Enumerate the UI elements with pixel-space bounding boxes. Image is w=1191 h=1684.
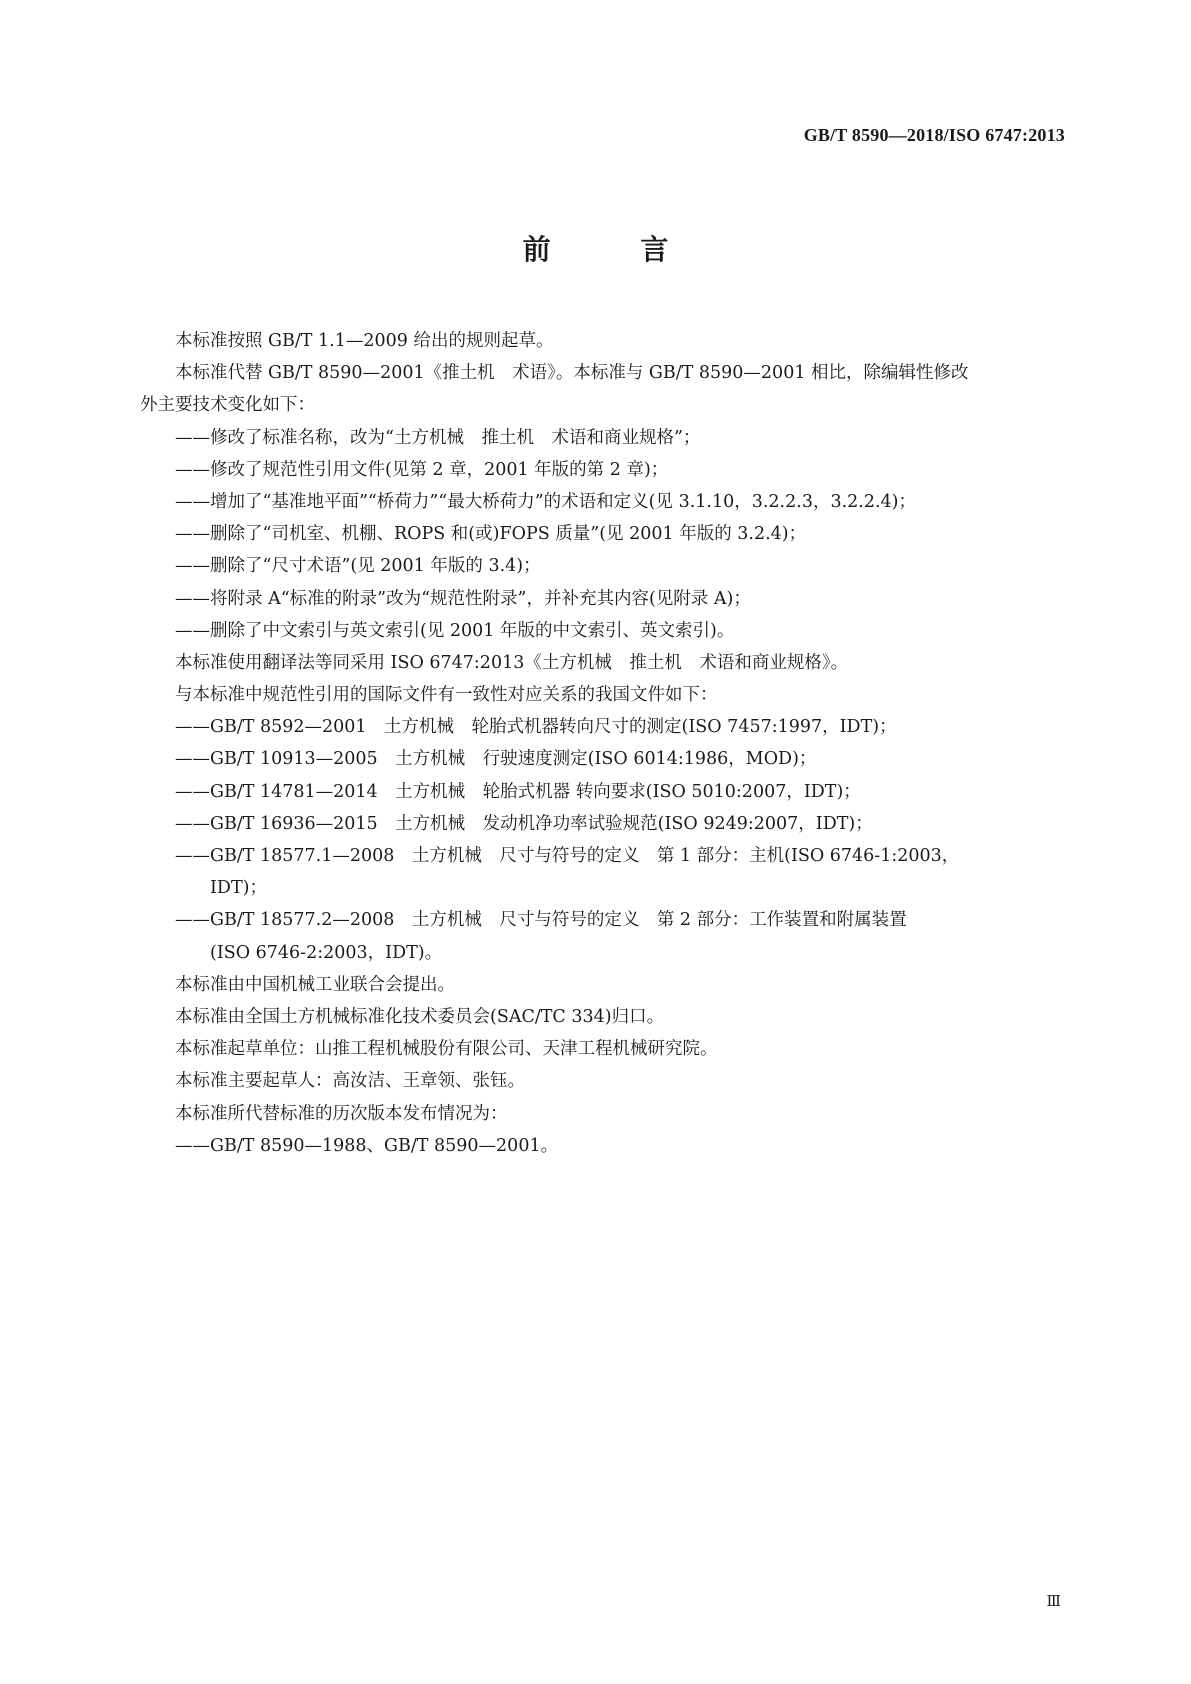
list-item: ——GB/T 18577.2—2008 土方机械 尺寸与符号的定义 第 2 部分：工作装置和附属装置 xyxy=(175,910,907,931)
paragraph-line: 本标准代替 GB/T 8590—2001《推土机 术语》。本标准与 GB/T 8590—2001 相比，除编辑性修改 xyxy=(175,363,969,384)
list-item: ——GB/T 14781—2014 土方机械 轮胎式机器 转向要求(ISO 5010:2007，IDT)； xyxy=(175,781,861,802)
document-number-header: GB/T 8590—2018/ISO 6747:2013 xyxy=(803,125,1065,145)
list-item: ——GB/T 10913—2005 土方机械 行驶速度测定(ISO 6014:1986，MOD)； xyxy=(175,749,817,770)
list-item: ——GB/T 16936—2015 土方机械 发动机净功率试验规范(ISO 9249:2007，IDT)； xyxy=(175,813,873,834)
list-item: ——修改了规范性引用文件(见第 2 章，2001 年版的第 2 章)； xyxy=(175,459,669,480)
list-item: ——增加了“基准地平面”“桥荷力”“最大桥荷力”的术语和定义(见 3.1.10，3.2.2.3，3.2.2.4)； xyxy=(175,491,917,512)
page-number: Ⅲ xyxy=(1046,1592,1061,1610)
list-item: ——GB/T 8592—2001 土方机械 轮胎式机器转向尺寸的测定(ISO 7457:1997，IDT)； xyxy=(175,717,897,738)
list-item: ——GB/T 18577.1—2008 土方机械 尺寸与符号的定义 第 1 部分：主机(ISO 6746-1:2003， xyxy=(175,846,960,866)
list-item-continuation: IDT)； xyxy=(210,878,267,899)
list-item: ——删除了中文索引与英文索引(见 2001 年版的中文索引、英文索引)。 xyxy=(175,620,735,641)
paragraph-line: 本标准起草单位：山推工程机械股份有限公司、天津工程机械研究院。 xyxy=(175,1039,718,1060)
paragraph-line: 本标准所代替标准的历次版本发布情况为： xyxy=(175,1103,508,1124)
page-title: 前 言 xyxy=(522,233,709,266)
list-item: ——GB/T 8590—1988、GB/T 8590—2001。 xyxy=(175,1135,559,1156)
list-item: ——删除了“司机室、机棚、ROPS 和(或)FOPS 质量”(见 2001 年版的 3.2.4)； xyxy=(175,524,807,545)
list-item: ——删除了“尺寸术语”(见 2001 年版的 3.4)； xyxy=(175,556,541,577)
paragraph-line: 与本标准中规范性引用的国际文件有一致性对应关系的我国文件如下： xyxy=(175,685,718,706)
paragraph-line: 本标准使用翻译法等同采用 ISO 6747:2013《土方机械 推土机 术语和商业规格》。 xyxy=(175,652,849,673)
paragraph-line: 外主要技术变化如下： xyxy=(140,395,315,416)
list-item: ——将附录 A“标准的附录”改为“规范性附录”，并补充其内容(见附录 A)； xyxy=(175,588,751,609)
paragraph-line: 本标准按照 GB/T 1.1—2009 给出的规则起草。 xyxy=(175,331,554,351)
paragraph-line: 本标准由全国土方机械标准化技术委员会(SAC/TC 334)归口。 xyxy=(175,1006,665,1027)
foreword-body xyxy=(140,325,1055,1162)
list-item-continuation: (ISO 6746-2:2003，IDT)。 xyxy=(210,942,443,963)
list-item: ——修改了标准名称，改为“土方机械 推土机 术语和商业规格”； xyxy=(175,427,701,448)
paragraph-line: 本标准主要起草人：高汝洁、王章领、张钰。 xyxy=(175,1071,525,1092)
paragraph-line: 本标准由中国机械工业联合会提出。 xyxy=(175,974,455,995)
